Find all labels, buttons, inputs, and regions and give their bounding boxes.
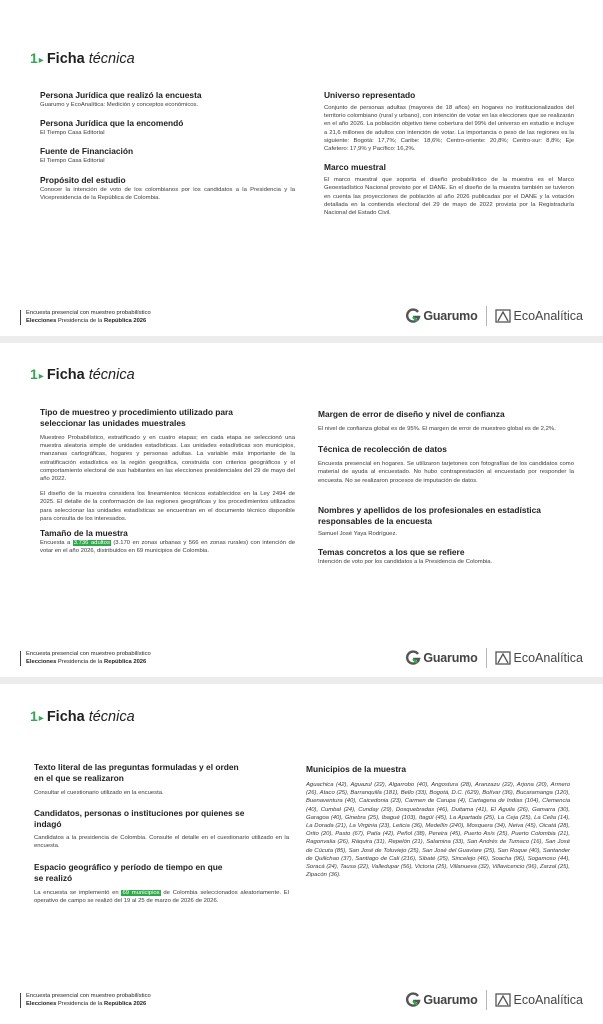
ecoanalitica-logo: EcoAnalítica [495,993,583,1007]
heading-tamano-muestra: Tamaño de la muestra [40,528,128,539]
heading-persona-encomendo: Persona Jurídica que la encomendó [40,118,184,129]
section-number: 1 [30,50,38,66]
page-1 [0,0,603,336]
right-column [306,764,570,879]
highlight-municipios: 69 municipios [122,889,160,896]
text-universo: Conjunto de personas adultas (mayores de 18 años) en hogares no institucionalizados del territorio colombiano (rural y urbano), con intención de votar en las elecciones que se realizarán en el año 2026. La población objetivo tiene cobertura del 99% del universo en estudio e incluye a 21,6 millones de adultos con intención de votar. La importancia o peso de las regiones es la siguiente: Bogotá: 17,7%; Caribe: 18,6%; Centro-oriente: 20,8%; Centro-sur: 8,8%; Eje Cafetero: 17,9% y Pacífico: 16,2%. [324,105,574,153]
guarumo-icon [405,308,421,324]
heading-tipo-muestreo: Tipo de muestreo y procedimiento utilizado para seleccionar las unidades muestrales [40,407,233,428]
text-texto-literal: Consultar el cuestionario utilizado en la encuesta. [34,790,164,796]
text-temas: Intención de voto por los candidatos a la Presidencia de Colombia. [318,559,493,566]
highlight-adultos: 3.736 adultos [73,540,110,547]
heading-candidatos: Candidatos, personas o instituciones por quienes se indagó [34,808,245,830]
heading-espacio-geografico: Espacio geográfico y período de tiempo en que se realizó [34,861,223,883]
footer-caption: Encuesta presencial con muestreo probabilístico Elecciones Presidencia de la República 2026 [20,310,151,325]
heading-marco-muestral: Marco muestral [324,162,386,173]
left-column [40,90,295,202]
ecoanalitica-logo: EcoAnalítica [495,309,583,323]
footer-brands [405,990,583,1010]
guarumo-logo: Guarumo [405,992,477,1008]
page-3 [0,684,603,1024]
heading-proposito: Propósito del estudio [40,174,126,185]
text-profesionales: Samuel José Yaya Rodríguez. [318,530,398,537]
bullet-icon: ▸ [38,713,44,724]
footer-line1: Encuesta presencial con muestreo probabilístico [26,310,151,316]
text-financiacion: El Tiempo Casa Editorial [40,158,105,165]
text-marco-muestral: El marco muestral que soporta el diseño probabilístico de la muestra es el Marco Geoestadístico Nacional provisto por el DANE. En el diseño de la muestra también se tuvieron en cuenta las proyecciones de población al año 2026 publicadas por el DANE y la votación detallada en la contienda electoral del 29 de mayo de 2022 provista por la Registraduría Nacional del Estado Civil. [324,177,574,217]
heading-financiacion: Fuente de Financiación [40,146,134,157]
ecoanalitica-icon [495,651,511,665]
text-tamano-muestra: Encuesta a 3.736 adultos (3.170 en zonas urbanas y 566 en zonas rurales) con intención de votar en el año 2026, distribuidos en 69 municipios de Colombia. [40,540,295,555]
section-title: Ficha [46,51,85,67]
text-tecnica-recoleccion: Encuesta presencial en hogares. Se utilizaron tarjetones con fotografías de los candidatos como material de ayuda al encuestado. No hubo contraprestación al encuestado por responder la encuesta. No se realizaron procesos de imputación de datos. [318,461,574,484]
left-column [34,762,289,905]
text-diseno-muestra: El diseño de la muestra considera los lineamientos técnicos establecidos en la Ley 2494 de 2025. El detalle de la conformación de las regiones geográficas y los procedimientos utilizados para seleccionar las unidades estadísticas se encuentran en el documento técnico disponible para consulta de los interesados. [40,491,295,522]
guarumo-icon [405,650,421,666]
guarumo-logo: Guarumo [405,650,477,666]
guarumo-icon [405,992,421,1008]
heading-persona-realizo: Persona Jurídica que realizó la encuesta [40,90,202,100]
text-proposito: Conocer la intención de voto de los colombianos por los candidatos a la Presidencia y la Vicepresidencia de la República de Colombia. [40,186,295,201]
municipios-list: Aguachica (42), Aguazul (22), Algarrobo (40), Angostura (28), Aranzazu (22), Arjona (20), Armero (26), Ataco (25), Barranquilla (181), Bello (33), Bogotá, D.C. (629), Bolívar (36), Bucaramanga (120), Buenaventura (40), Caicedonia (23), Carmen de Carupa (4), Cartagena de Indias (104), Clemencia (40), Cumbal (24), Cunday (29), Dosquebradas (46), Duitama (41), El Águila (26), Gamarra (30), Garagoa (40), Ginebra (25), Ibagué (103), Itagüí (45), La Apartada (25), La Ceja (25), La Celia (14), La Dorada (21), La Virginia (23), Leticia (36), Medellín (240), Mosquera (34), Neiva (45), Oicatá (28), Orito (20), Pasto (67), Patía (42), Peñol (38), Pereira (45), Puerto Asís (25), Puerto Colombia (21), Ragonvalia (26), Ráquira (31), Repelón (21), Salamina (33), San Andrés de Tumaco (16), San José de Cúcuta (85), San José de Toluviejo (25), San José del Guaviare (25), San Roque (40), Santander de Quilichao (37), Santiago de Cali (216), Sibaté (25), Sincelejo (46), Soacha (96), Sogamoso (44), Soracá (24), Tausa (22), Valledupar (56), Victoria (25), Villanueva (32), Villavicencio (96), Zarzal (25), Zipacón (36). [306,782,570,879]
ecoanalitica-icon [495,309,511,323]
heading-temas: Temas concretos a los que se refiere [318,547,465,558]
heading-margen-error: Margen de error de diseño y nivel de confianza [318,409,505,419]
ecoanalitica-icon [495,993,511,1007]
heading-profesionales: Nombres y apellidos de los profesionales en estadística responsables de la encuesta [318,504,541,526]
right-column [324,90,574,217]
text-persona-encomendo: El Tiempo Casa Editorial [40,130,105,137]
bullet-icon: ▸ [38,371,44,382]
right-column [318,409,574,566]
text-margen-error: El nivel de confianza global es de 95%. El margen de error de muestreo global es de 2,2%. [318,426,556,432]
footer-brands [405,648,583,668]
text-candidatos: Candidatos a la presidencia de Colombia. Consulte el detalle en el cuestionario utilizado en la encuesta. [34,835,289,850]
text-espacio-geografico: La encuesta se implementó en 69 municipios de Colombia seleccionados aleatoriamente. El operativo de campo se realizó del 19 al 25 de marzo de 2026 de 2026. [34,889,290,904]
text-tipo-muestreo: Muestreo Probabilístico, estratificado y en cuatro etapas; en cada etapa se seleccionó una muestra aleatoria simple de unidades estadísticas. Las unidades estadísticas son municipios, manzanas cartográficas, hogares y personas adultas. La variable más importante de la estratificación estadística es la región geográfica, construida con criterios geográficos y el comportamiento electoral de sus habitantes en las elecciones presidenciales del 29 de mayo del año 2022. [40,435,295,483]
footer-brands [405,306,583,326]
heading-tecnica-recoleccion: Técnica de recolección de datos [318,444,447,455]
guarumo-logo: Guarumo [405,308,477,324]
ecoanalitica-logo: EcoAnalítica [495,651,583,665]
bullet-icon: ▸ [38,55,44,66]
section-header [30,50,135,67]
section-header: 1 ▸ Ficha técnica [30,708,135,725]
heading-universo: Universo representado [324,90,416,100]
heading-texto-literal: Texto literal de las preguntas formuladas y el orden en el que se realizaron [34,762,239,783]
section-header: 1 ▸ Ficha técnica [30,366,135,383]
page-2 [0,343,603,677]
text-persona-realizo: Guarumo y EcoAnalítica: Medición y conceptos económicos. [40,102,199,108]
section-title-italic: técnica [88,51,135,67]
heading-municipios: Municipios de la muestra [306,764,407,774]
footer-caption: Encuesta presencial con muestreo probabilístico Elecciones Presidencia de la República 2026 [20,651,151,666]
left-column [40,407,295,555]
footer-caption: Encuesta presencial con muestreo probabilístico Elecciones Presidencia de la República 2026 [20,993,151,1008]
